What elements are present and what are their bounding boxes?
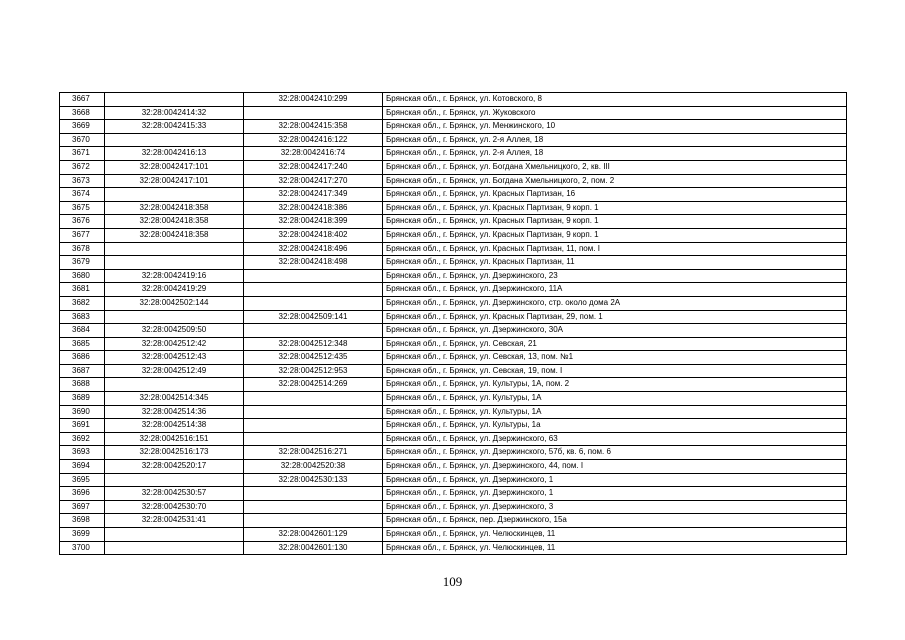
row-number-cell: 3681 — [60, 283, 105, 297]
table-row — [60, 283, 847, 297]
row-number-cell: 3682 — [60, 296, 105, 310]
address-cell: Брянская обл., г. Брянск, ул. Культуры, 1А — [383, 392, 847, 406]
land-cadastral-number-cell: 32:28:0042509:50 — [105, 324, 244, 338]
address-cell: Брянская обл., г. Брянск, ул. 2-я Аллея, 18 — [383, 133, 847, 147]
table-row — [60, 487, 847, 501]
table-row — [60, 242, 847, 256]
table-row — [60, 296, 847, 310]
row-number-cell: 3685 — [60, 337, 105, 351]
table-row — [60, 160, 847, 174]
land-cadastral-number-cell — [105, 310, 244, 324]
table-row — [60, 500, 847, 514]
land-cadastral-number-cell: 32:28:0042512:49 — [105, 364, 244, 378]
table-row — [60, 106, 847, 120]
row-number-cell: 3684 — [60, 324, 105, 338]
land-cadastral-number-cell: 32:28:0042416:13 — [105, 147, 244, 161]
building-cadastral-number-cell: 32:28:0042416:122 — [244, 133, 383, 147]
table-row — [60, 256, 847, 270]
row-number-cell: 3691 — [60, 419, 105, 433]
building-cadastral-number-cell — [244, 405, 383, 419]
building-cadastral-number-cell: 32:28:0042418:402 — [244, 228, 383, 242]
building-cadastral-number-cell — [244, 487, 383, 501]
table-row — [60, 201, 847, 215]
building-cadastral-number-cell: 32:28:0042410:299 — [244, 93, 383, 107]
row-number-cell: 3672 — [60, 160, 105, 174]
address-cell: Брянская обл., г. Брянск, ул. Богдана Хмельницкого, 2, кв. III — [383, 160, 847, 174]
table-row — [60, 446, 847, 460]
address-cell: Брянская обл., г. Брянск, ул. Севская, 19, пом. I — [383, 364, 847, 378]
row-number-cell: 3675 — [60, 201, 105, 215]
row-number-cell: 3679 — [60, 256, 105, 270]
building-cadastral-number-cell — [244, 419, 383, 433]
address-cell: Брянская обл., г. Брянск, ул. Красных Партизан, 9 корп. 1 — [383, 228, 847, 242]
table-row — [60, 460, 847, 474]
building-cadastral-number-cell: 32:28:0042516:271 — [244, 446, 383, 460]
row-number-cell: 3671 — [60, 147, 105, 161]
address-cell: Брянская обл., г. Брянск, ул. Красных Партизан, 16 — [383, 188, 847, 202]
land-cadastral-number-cell: 32:28:0042516:151 — [105, 432, 244, 446]
land-cadastral-number-cell: 32:28:0042418:358 — [105, 201, 244, 215]
building-cadastral-number-cell: 32:28:0042418:386 — [244, 201, 383, 215]
row-number-cell: 3689 — [60, 392, 105, 406]
row-number-cell: 3694 — [60, 460, 105, 474]
land-cadastral-number-cell: 32:28:0042418:358 — [105, 228, 244, 242]
table-row — [60, 120, 847, 134]
address-cell: Брянская обл., г. Брянск, ул. Менжинского, 10 — [383, 120, 847, 134]
address-cell: Брянская обл., г. Брянск, ул. Котовского, 8 — [383, 93, 847, 107]
address-cell: Брянская обл., г. Брянск, ул. Красных Партизан, 11 — [383, 256, 847, 270]
building-cadastral-number-cell: 32:28:0042417:349 — [244, 188, 383, 202]
building-cadastral-number-cell: 32:28:0042418:496 — [244, 242, 383, 256]
address-cell: Брянская обл., г. Брянск, ул. Севская, 21 — [383, 337, 847, 351]
land-cadastral-number-cell: 32:28:0042531:41 — [105, 514, 244, 528]
land-cadastral-number-cell: 32:28:0042417:101 — [105, 174, 244, 188]
row-number-cell: 3686 — [60, 351, 105, 365]
land-cadastral-number-cell: 32:28:0042417:101 — [105, 160, 244, 174]
table-row — [60, 174, 847, 188]
building-cadastral-number-cell: 32:28:0042530:133 — [244, 473, 383, 487]
address-cell: Брянская обл., г. Брянск, ул. Дзержинского, стр. около дома 2А — [383, 296, 847, 310]
address-cell: Брянская обл., г. Брянск, ул. Дзержинского, 23 — [383, 269, 847, 283]
land-cadastral-number-cell: 32:28:0042530:57 — [105, 487, 244, 501]
land-cadastral-number-cell: 32:28:0042415:33 — [105, 120, 244, 134]
building-cadastral-number-cell — [244, 283, 383, 297]
land-cadastral-number-cell: 32:28:0042502:144 — [105, 296, 244, 310]
building-cadastral-number-cell: 32:28:0042417:240 — [244, 160, 383, 174]
table-row — [60, 528, 847, 542]
building-cadastral-number-cell: 32:28:0042418:399 — [244, 215, 383, 229]
table-row — [60, 310, 847, 324]
building-cadastral-number-cell — [244, 500, 383, 514]
land-cadastral-number-cell — [105, 378, 244, 392]
building-cadastral-number-cell: 32:28:0042418:498 — [244, 256, 383, 270]
table-row — [60, 188, 847, 202]
building-cadastral-number-cell: 32:28:0042416:74 — [244, 147, 383, 161]
row-number-cell: 3692 — [60, 432, 105, 446]
building-cadastral-number-cell: 32:28:0042514:269 — [244, 378, 383, 392]
table-row — [60, 473, 847, 487]
address-cell: Брянская обл., г. Брянск, ул. Культуры, 1а — [383, 419, 847, 433]
land-cadastral-number-cell: 32:28:0042512:43 — [105, 351, 244, 365]
row-number-cell: 3697 — [60, 500, 105, 514]
land-cadastral-number-cell — [105, 256, 244, 270]
land-cadastral-number-cell: 32:28:0042516:173 — [105, 446, 244, 460]
address-cell: Брянская обл., г. Брянск, ул. Красных Партизан, 9 корп. 1 — [383, 215, 847, 229]
registry-table-body — [60, 93, 847, 555]
land-cadastral-number-cell: 32:28:0042530:70 — [105, 500, 244, 514]
building-cadastral-number-cell: 32:28:0042512:953 — [244, 364, 383, 378]
table-row — [60, 514, 847, 528]
registry-table — [59, 92, 847, 555]
address-cell: Брянская обл., г. Брянск, ул. 2-я Аллея, 18 — [383, 147, 847, 161]
row-number-cell: 3688 — [60, 378, 105, 392]
row-number-cell: 3687 — [60, 364, 105, 378]
land-cadastral-number-cell — [105, 133, 244, 147]
address-cell: Брянская обл., г. Брянск, ул. Дзержинского, 11А — [383, 283, 847, 297]
building-cadastral-number-cell — [244, 324, 383, 338]
table-row — [60, 93, 847, 107]
table-row — [60, 432, 847, 446]
land-cadastral-number-cell: 32:28:0042419:29 — [105, 283, 244, 297]
table-row — [60, 419, 847, 433]
land-cadastral-number-cell — [105, 528, 244, 542]
row-number-cell: 3698 — [60, 514, 105, 528]
address-cell: Брянская обл., г. Брянск, ул. Красных Партизан, 9 корп. 1 — [383, 201, 847, 215]
table-row — [60, 392, 847, 406]
address-cell: Брянская обл., г. Брянск, ул. Дзержинского, 3 — [383, 500, 847, 514]
table-row — [60, 351, 847, 365]
building-cadastral-number-cell — [244, 432, 383, 446]
table-row — [60, 147, 847, 161]
land-cadastral-number-cell — [105, 93, 244, 107]
table-row — [60, 215, 847, 229]
land-cadastral-number-cell: 32:28:0042514:345 — [105, 392, 244, 406]
land-cadastral-number-cell: 32:28:0042512:42 — [105, 337, 244, 351]
building-cadastral-number-cell: 32:28:0042417:270 — [244, 174, 383, 188]
row-number-cell: 3695 — [60, 473, 105, 487]
row-number-cell: 3683 — [60, 310, 105, 324]
building-cadastral-number-cell: 32:28:0042509:141 — [244, 310, 383, 324]
row-number-cell: 3676 — [60, 215, 105, 229]
address-cell: Брянская обл., г. Брянск, ул. Красных Партизан, 29, пом. 1 — [383, 310, 847, 324]
row-number-cell: 3668 — [60, 106, 105, 120]
address-cell: Брянская обл., г. Брянск, ул. Дзержинского, 1 — [383, 487, 847, 501]
land-cadastral-number-cell — [105, 473, 244, 487]
table-row — [60, 541, 847, 555]
address-cell: Брянская обл., г. Брянск, ул. Дзержинского, 57б, кв. 6, пом. 6 — [383, 446, 847, 460]
land-cadastral-number-cell — [105, 188, 244, 202]
table-row — [60, 228, 847, 242]
building-cadastral-number-cell — [244, 392, 383, 406]
address-cell: Брянская обл., г. Брянск, ул. Дзержинского, 63 — [383, 432, 847, 446]
address-cell: Брянская обл., г. Брянск, ул. Дзержинского, 1 — [383, 473, 847, 487]
row-number-cell: 3700 — [60, 541, 105, 555]
address-cell: Брянская обл., г. Брянск, ул. Жуковского — [383, 106, 847, 120]
address-cell: Брянская обл., г. Брянск, ул. Красных Партизан, 11, пом. I — [383, 242, 847, 256]
row-number-cell: 3699 — [60, 528, 105, 542]
building-cadastral-number-cell — [244, 514, 383, 528]
row-number-cell: 3693 — [60, 446, 105, 460]
row-number-cell: 3680 — [60, 269, 105, 283]
address-cell: Брянская обл., г. Брянск, пер. Дзержинского, 15а — [383, 514, 847, 528]
land-cadastral-number-cell — [105, 242, 244, 256]
table-row — [60, 405, 847, 419]
building-cadastral-number-cell — [244, 106, 383, 120]
address-cell: Брянская обл., г. Брянск, ул. Дзержинского, 30А — [383, 324, 847, 338]
table-row — [60, 337, 847, 351]
row-number-cell: 3670 — [60, 133, 105, 147]
building-cadastral-number-cell: 32:28:0042520:38 — [244, 460, 383, 474]
table-row — [60, 133, 847, 147]
row-number-cell: 3667 — [60, 93, 105, 107]
address-cell: Брянская обл., г. Брянск, ул. Дзержинского, 44, пом. I — [383, 460, 847, 474]
table-row — [60, 378, 847, 392]
row-number-cell: 3696 — [60, 487, 105, 501]
row-number-cell: 3674 — [60, 188, 105, 202]
table-row — [60, 324, 847, 338]
building-cadastral-number-cell: 32:28:0042512:348 — [244, 337, 383, 351]
land-cadastral-number-cell: 32:28:0042419:16 — [105, 269, 244, 283]
address-cell: Брянская обл., г. Брянск, ул. Богдана Хмельницкого, 2, пом. 2 — [383, 174, 847, 188]
row-number-cell: 3669 — [60, 120, 105, 134]
page-number: 109 — [442, 574, 463, 589]
row-number-cell: 3673 — [60, 174, 105, 188]
building-cadastral-number-cell: 32:28:0042415:358 — [244, 120, 383, 134]
address-cell: Брянская обл., г. Брянск, ул. Культуры, 1А — [383, 405, 847, 419]
land-cadastral-number-cell: 32:28:0042514:38 — [105, 419, 244, 433]
row-number-cell: 3677 — [60, 228, 105, 242]
land-cadastral-number-cell: 32:28:0042418:358 — [105, 215, 244, 229]
row-number-cell: 3690 — [60, 405, 105, 419]
building-cadastral-number-cell: 32:28:0042601:130 — [244, 541, 383, 555]
table-row — [60, 364, 847, 378]
building-cadastral-number-cell: 32:28:0042601:129 — [244, 528, 383, 542]
address-cell: Брянская обл., г. Брянск, ул. Челюскинцев, 11 — [383, 541, 847, 555]
building-cadastral-number-cell — [244, 296, 383, 310]
building-cadastral-number-cell: 32:28:0042512:435 — [244, 351, 383, 365]
table-row — [60, 269, 847, 283]
address-cell: Брянская обл., г. Брянск, ул. Севская, 13, пом. №1 — [383, 351, 847, 365]
land-cadastral-number-cell: 32:28:0042520:17 — [105, 460, 244, 474]
land-cadastral-number-cell — [105, 541, 244, 555]
land-cadastral-number-cell: 32:28:0042414:32 — [105, 106, 244, 120]
building-cadastral-number-cell — [244, 269, 383, 283]
address-cell: Брянская обл., г. Брянск, ул. Челюскинцев, 11 — [383, 528, 847, 542]
land-cadastral-number-cell: 32:28:0042514:36 — [105, 405, 244, 419]
address-cell: Брянская обл., г. Брянск, ул. Культуры, 1А, пом. 2 — [383, 378, 847, 392]
row-number-cell: 3678 — [60, 242, 105, 256]
